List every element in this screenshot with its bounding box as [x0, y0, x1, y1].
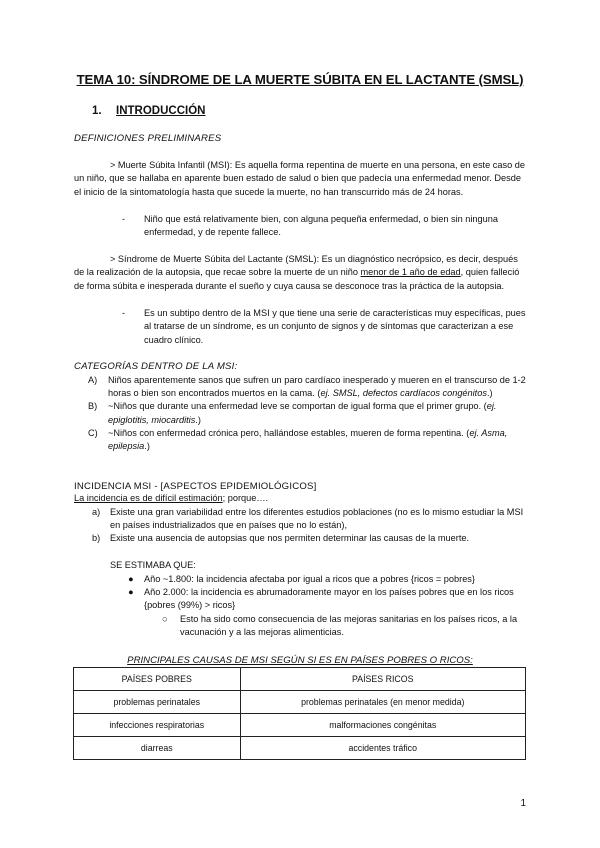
section-heading-introduccion [92, 105, 205, 117]
table-header: PAÍSES RICOS [240, 668, 525, 691]
table-cell: diarreas [74, 737, 241, 760]
incidencia-intro: La incidencia es de difícil estimación; porque…. [74, 493, 269, 503]
msi-note: - Niño que está relativamente bien, con alguna pequeña enfermedad, o bien sin ninguna enfermedad, y de repente fallece. [122, 213, 526, 240]
smsl-underlined-age: menor de 1 año de edad [360, 267, 461, 278]
sub-bullet-item: ○ Esto ha sido como consecuencia de las mejoras sanitarias en los países ricos, a la vacunación y a las mejoras alimenticias. [162, 614, 518, 638]
smsl-text-a: > Síndrome de Muerte Súbita del Lactante (SMSL): Es un diagnóstico necrópsico, es decir, después de la realización de la autopsia, que recae sobre la muerte de un niño [74, 254, 518, 278]
table-row [74, 737, 526, 760]
smsl-note: - Es un subtipo dentro de la MSI y que tiene una serie de características muy específicas, pues al tratarse de un síndrome, es un conjunto de signos y de síntomas que caracterizan a ese cuadro clínico. [122, 307, 526, 347]
table-cell: accidentes tráfico [240, 737, 525, 760]
causas-table [73, 667, 526, 760]
table-caption: PRINCIPALES CAUSAS DE MSI SEGÚN SI ES EN PAÍSES POBRES O RICOS: [127, 655, 473, 666]
table-cell: problemas perinatales (en menor medida) [240, 691, 525, 714]
table-row [74, 714, 526, 737]
page-number: 1 [520, 798, 526, 809]
table-header: PAÍSES POBRES [74, 668, 241, 691]
table-cell: malformaciones congénitas [240, 714, 525, 737]
categorias-heading: CATEGORÍAS DENTRO DE LA MSI: [74, 361, 238, 372]
incidencia-heading: INCIDENCIA MSI - [ASPECTOS EPIDEMIOLÓGICOS] [74, 481, 317, 492]
list-item: C) ~Niños con enfermedad crónica pero, hallándose estables, mueren de forma repentina. (ej. Asma, epilepsia.) [88, 427, 508, 452]
definiciones-heading: DEFINICIONES PRELIMINARES [74, 133, 222, 144]
list-item: B) ~Niños que durante una enfermedad leve se comportan de igual forma que el primer grupo. (ej. epiglotitis, miocarditis.) [88, 401, 497, 425]
table-cell: infecciones respiratorias [74, 714, 241, 737]
se-estimaba-label: SE ESTIMABA QUE: [110, 560, 196, 570]
smsl-note-text: Es un subtipo dentro de la MSI y que tiene una serie de características muy específicas, pues al tratarse de un síndrome, es un conjunto de signos y de síntomas que caracterizan a ese cuadro clínico. [144, 308, 526, 345]
list-item: a) Existe una gran variabilidad entre los diferentes estudios poblaciones (no es lo mismo estudiar la MSI en países industrializados que en países que no lo están), [92, 507, 524, 531]
document-title: TEMA 10: SÍNDROME DE LA MUERTE SÚBITA EN EL LACTANTE (SMSL) [76, 72, 524, 87]
msi-definition [74, 159, 526, 199]
bullet-item: ● Año 2.000: la incidencia es abrumadoramente mayor en los países pobres que en los ricos {pobres (99%) > ricos} [128, 587, 514, 611]
table-header-row [74, 668, 526, 691]
section-number: 1. [92, 105, 102, 117]
smsl-definition [74, 253, 526, 293]
list-item: A) Niños aparentemente sanos que sufren un paro cardíaco inesperado y mueren en el transcurso de 1-2 horas o bien son encontrados muertos en la cama. (ej. SMSL, defectos cardíacos congénitos.) [88, 375, 526, 399]
msi-definition-text: > Muerte Súbita Infantil (MSI): Es aquella forma repentina de muerte en una persona, en este caso de un niño, que se hallaba en aparente buen estado de salud o bien que padecía una enfermedad menor. Desde el inicio de la sintomatología hasta que sucede la muerte, no han transcurrido más de 24 horas. [74, 160, 525, 197]
table-cell: problemas perinatales [74, 691, 241, 714]
incidencia-list [74, 506, 526, 546]
section-title: INTRODUCCIÓN [116, 105, 206, 117]
list-item: b) Existe una ausencia de autopsias que nos permiten determinar las causas de la muerte. [92, 533, 470, 544]
msi-note-text: Niño que está relativamente bien, con alguna pequeña enfermedad, o bien sin ninguna enfermedad, y de repente fallece. [144, 214, 498, 238]
smsl-text-b: , quien falleció de forma súbita e inesperada durante el sueño y cuya causa se desconoce tras la práctica de la autopsia. [74, 267, 520, 291]
categorias-list [74, 374, 526, 453]
table-row [74, 691, 526, 714]
bullet-item: ● Año ~1.800: la incidencia afectaba por igual a ricos que a pobres {ricos = pobres} [128, 574, 475, 584]
